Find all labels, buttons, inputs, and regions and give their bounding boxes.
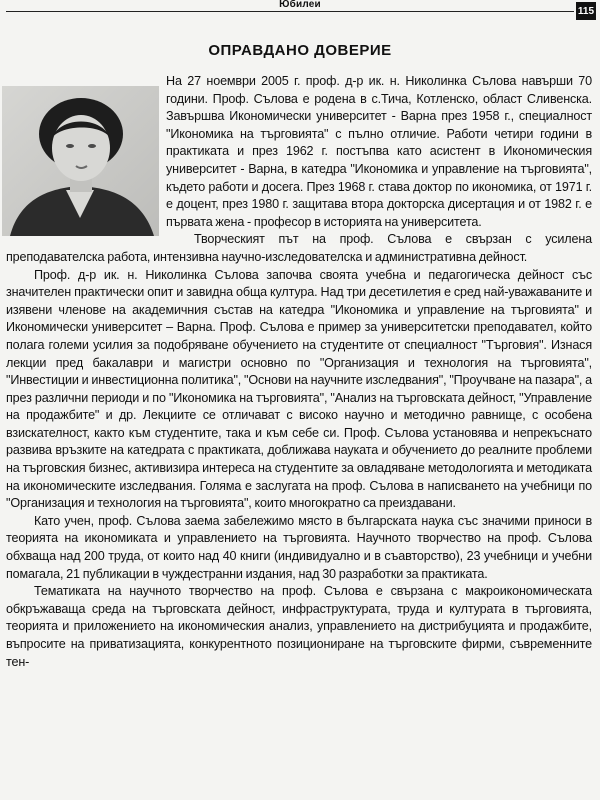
page-number: 115	[576, 2, 596, 20]
section-title: Юбилеи	[279, 0, 321, 10]
header-rule	[6, 11, 574, 12]
paragraph: На 27 ноември 2005 г. проф. д-р ик. н. Николинка Сълова навърши 70 години. Проф. Сълова е родена в с.Тича, Котленско, област Сливенска. Завършва Икономически университет - Варна през 1958 г., специалност "Икономика на търговията" с пълно отличие. Работи четири години в практиката и през 1962 г. постъпва като асистент в Икономическия университет - Варна, в катедра "Икономика и управление на търговията", където работи и досега. През 1968 г. става доктор по икономика, от 1971 г. е доцент, през 1980 г. защитава втора докторска дисертация и от 1982 г. е първата жена - професор в историята на университета.	[166, 74, 592, 229]
article-title: ОПРАВДАНО ДОВЕРИЕ	[208, 42, 392, 59]
running-header	[0, 0, 600, 17]
paragraph: Творческият път на проф. Сълова е свързан с усилена преподавателска работа, интензивна научно-изследователска и административна дейност.	[6, 232, 592, 264]
article-body	[6, 73, 592, 671]
paragraph: Проф. д-р ик. н. Николинка Сълова започва своята учебна и педагогическа дейност със значителен практически опит и завидна обща култура. Над три десетилетия е сред най-уважаваните и изявени членове на академичния състав на катедра "Икономика и управление на търговията" и Икономически университет – Варна. Проф. Сълова е пример за университетски преподавател, който полага големи усилия за подобряване обучението на студентите от специалност "Търговия". Изнася лекции пред бакалаври и магистри основно по "Организация и технология на търговията", "Инвестиции и инвестиционна политика", "Основи на научните изследвания", "Проучване на пазара", а през различни периоди и по "Икономика на търговията", "Анализ на търговската дейност, "Управление на продажбите" и др. Лекциите се отличават с високо научно и методично равнище, с особена взискателност, както към студентите, така и към себе си. Проф. Сълова установява и непрекъснато развива връзките на катедрата с практиката, доближава науката и обучението до реалните проблеми на търговския бизнес, активизира интереса на студентите за овладяване методологията и методиката на икономическите изследвания. Голяма е заслугата на проф. Сълова в написването на учебници по "Организация и технология на търговията", които многократно са преиздавани.	[6, 267, 592, 511]
paragraph: Тематиката на научното творчество на проф. Сълова е свързана с макроикономическата обкръжаваща среда на търговската дейност, инфраструктурата, труда и културата в търговията, теорията и приложението на икономическия анализ, управлението на дистрибуцията и продажбите, въпросите на приватизацията, конкурентното позициониране на търговските фирми, съвременните тен-	[6, 584, 592, 669]
paragraph: Като учен, проф. Сълова заема забележимо място в българската наука със значими приноси в теорията на икономиката и управлението на търговията. Научното творчество на проф. Сълова обхваща над 200 труда, от които над 40 книги (индивидуално и в съавторство), 23 учебници и учебни помагала, 21 публикации в чуждестранни издания, над 30 разработки за практиката.	[6, 513, 592, 581]
